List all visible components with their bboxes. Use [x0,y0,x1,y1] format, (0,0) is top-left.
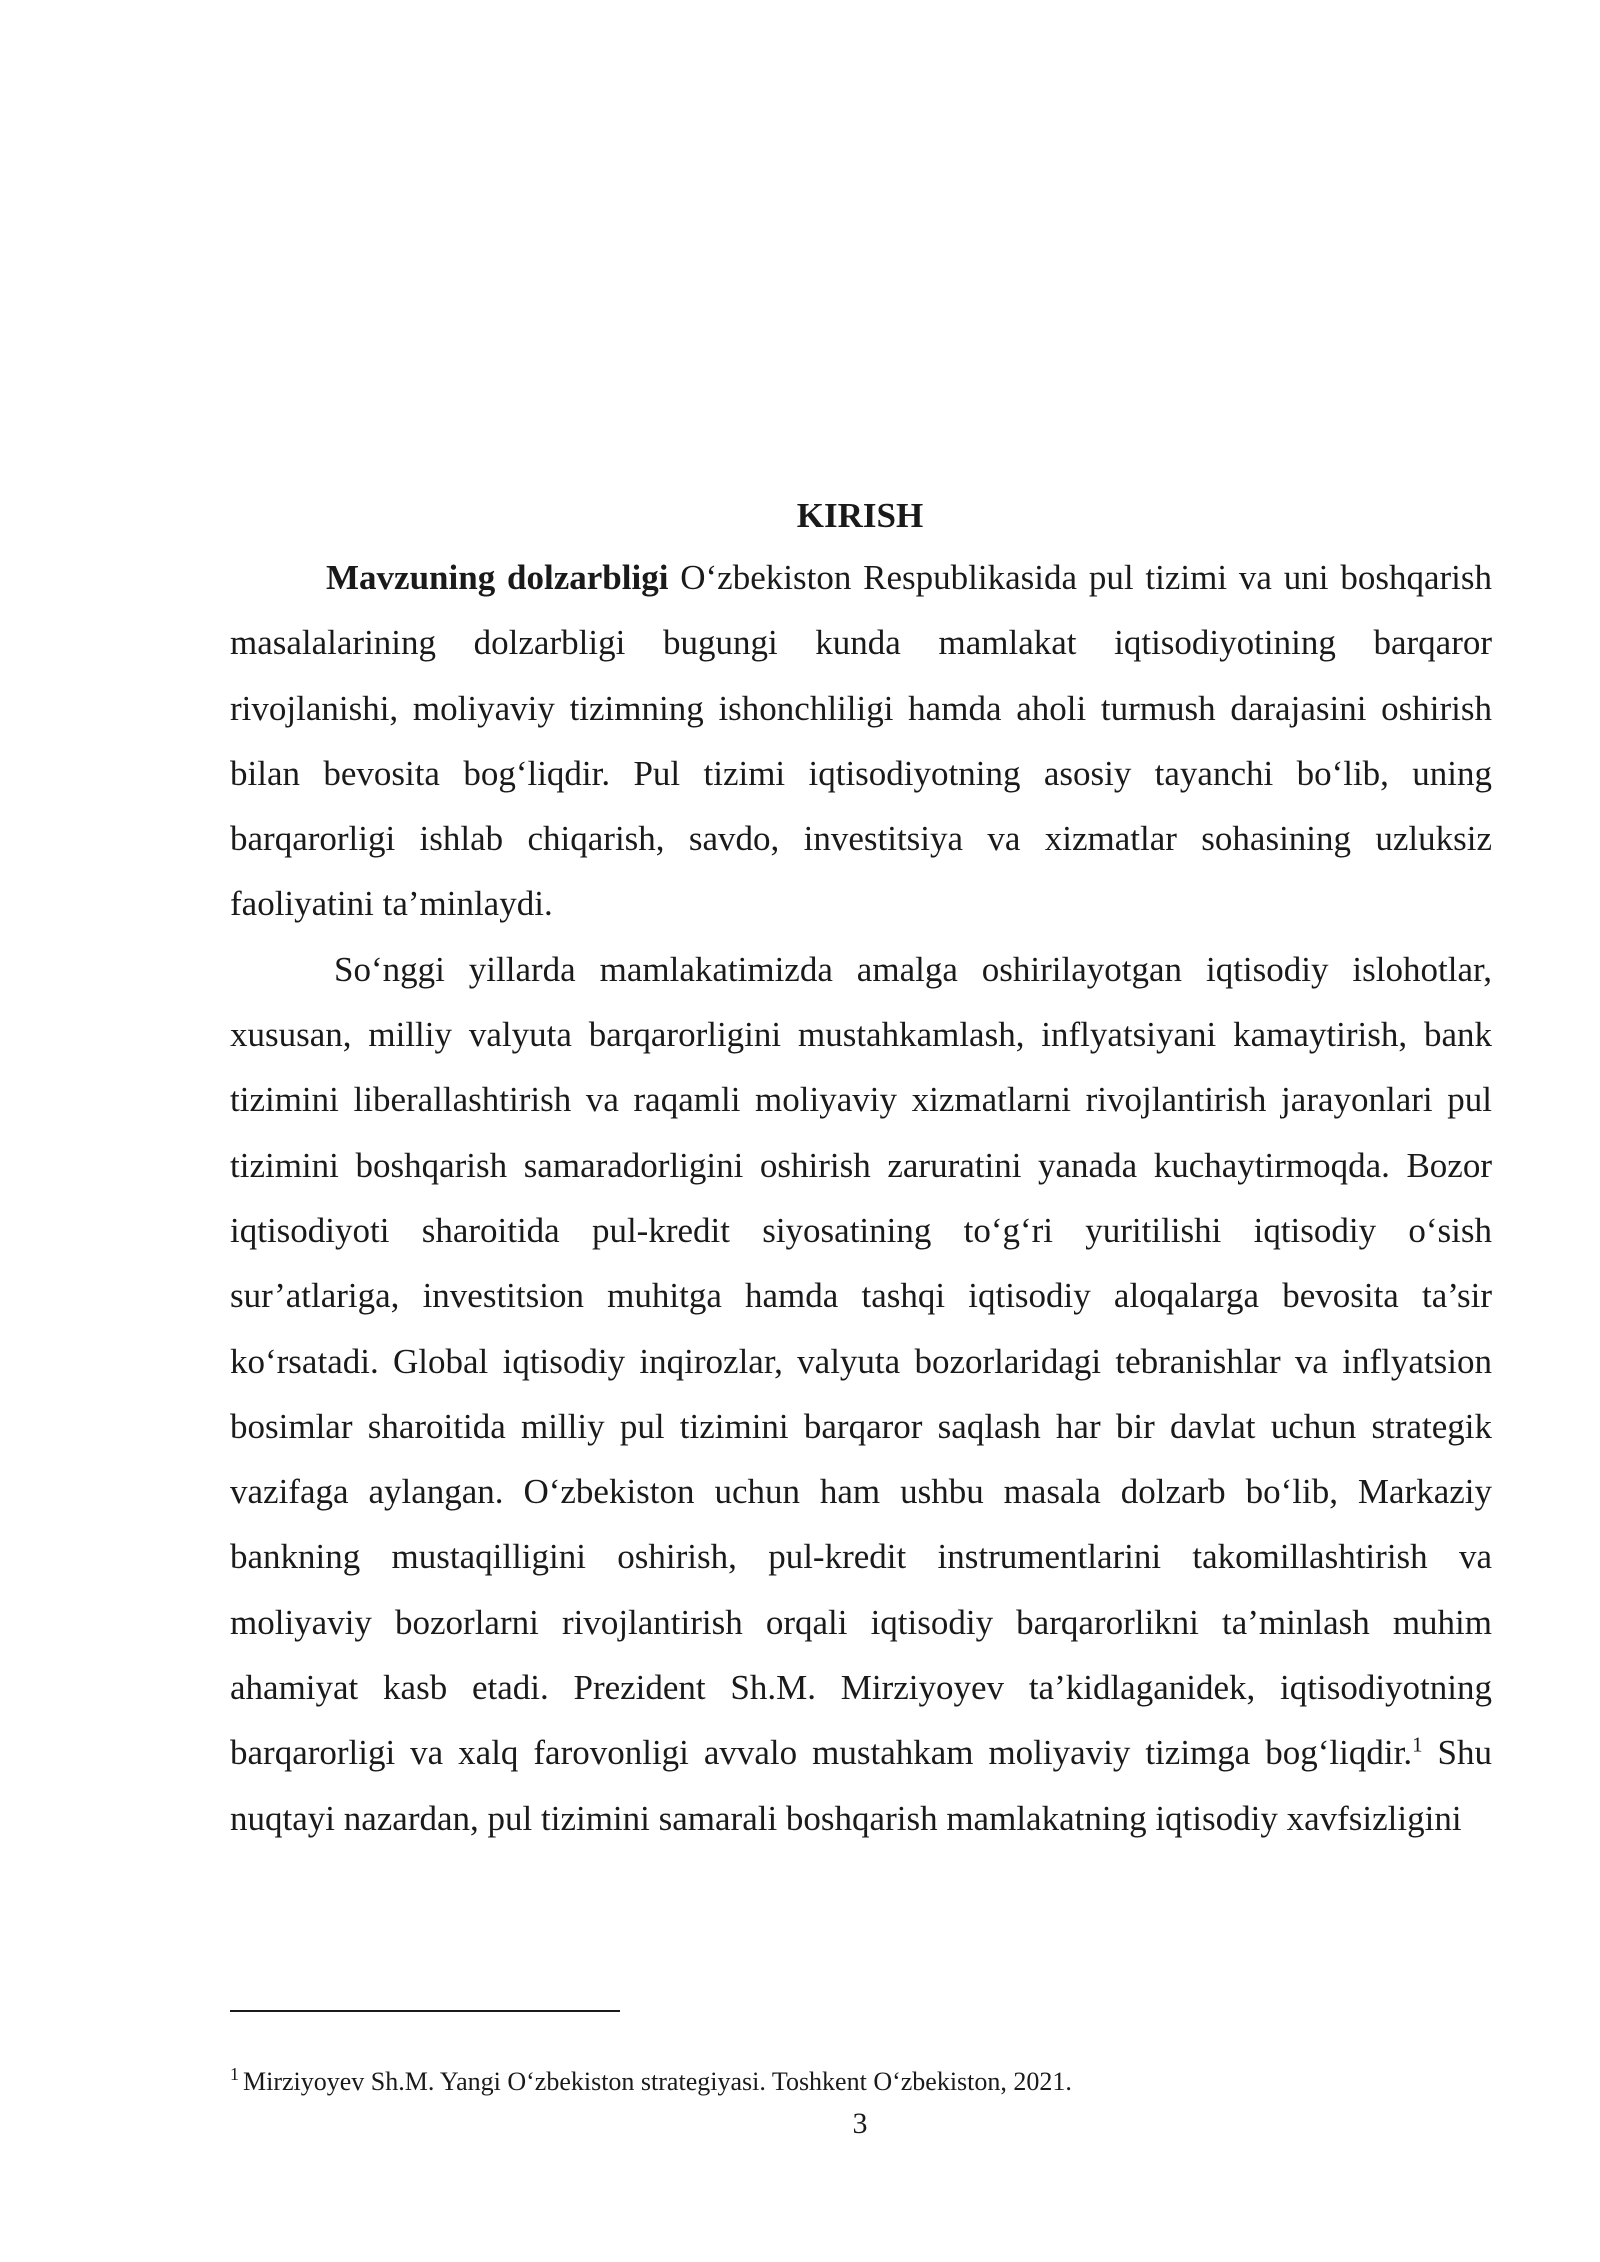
paragraph-text-continued: Shu nuqtayi nazardan, pul tizimini samarali boshqarish mamlakatning iqtisodiy xavfsizligini [230,1733,1493,1838]
paragraph-relevance [230,545,1492,937]
page-number: 3 [852,2107,868,2140]
paragraph-reforms [230,937,1492,1851]
footnote-reference[interactable]: 1 [1412,1732,1423,1757]
footnote-text: Mirziyoyev Sh.M. Yangi O‘zbekiston strategiyasi. Toshkent O‘zbekiston, 2021. [243,2067,1072,2096]
footnote-separator [230,2010,620,2012]
section-heading: KIRISH [796,496,924,535]
footnote [230,2064,1492,2100]
paragraph-text: So‘nggi yillarda mamlakatimizda amalga oshirilayotgan iqtisodiy islohotlar, xususan, milliy valyuta barqarorligini mustahkamlash, inflyatsiyani kamaytirish, bank tizimini liberallashtirish va raqamli moliyaviy xizmatlarni rivojlantirish jarayonlari pul tizimini boshqarish samaradorligini oshirish zaruratini yanada kuchaytirmoqda. Bozor iqtisodiyoti sharoitida pul-kredit siyosatining to‘g‘ri yuritilishi iqtisodiy o‘sish sur’atlariga, investitsion muhitga hamda tashqi iqtisodiy aloqalarga bevosita ta’sir ko‘rsatadi. Global iqtisodiy inqirozlar, valyuta bozorlaridagi tebranishlar va inflyatsion bosimlar sharoitida milliy pul tizimini barqaror saqlash har bir davlat uchun strategik vazifaga aylangan. O‘zbekiston uchun ham ushbu masala dolzarb bo‘lib, Markaziy bankning mustaqilligini oshirish, pul-kredit instrumentlarini takomillashtirish va moliyaviy bozorlarni rivojlantirish orqali iqtisodiy barqarorlikni ta’minlash muhim ahamiyat kasb etadi. Prezident Sh.M. Mirziyoyev ta’kidlaganidek, iqtisodiyotning barqarorligi va xalq farovonligi avvalo mustahkam moliyaviy tizimga bog‘liqdir. [230,949,1492,1773]
body-text [230,545,1492,1851]
paragraph-text: O‘zbekiston Respublikasida pul tizimi va uni boshqarish masalalarining dolzarbligi bugungi kunda mamlakat iqtisodiyotining barqaror rivojlanishi, moliyaviy tizimning ishonchliligi hamda aholi turmush darajasini oshirish bilan bevosita bog‘liqdir. Pul tizimi iqtisodiyotning asosiy tayanchi bo‘lib, uning barqarorligi ishlab chiqarish, savdo, investitsiya va xizmatlar sohasining uzluksiz faoliyatini ta’minlaydi. [230,558,1492,924]
paragraph-lead: Mavzuning dolzarbligi [326,558,669,597]
footnote-mark: 1 [230,2064,239,2085]
